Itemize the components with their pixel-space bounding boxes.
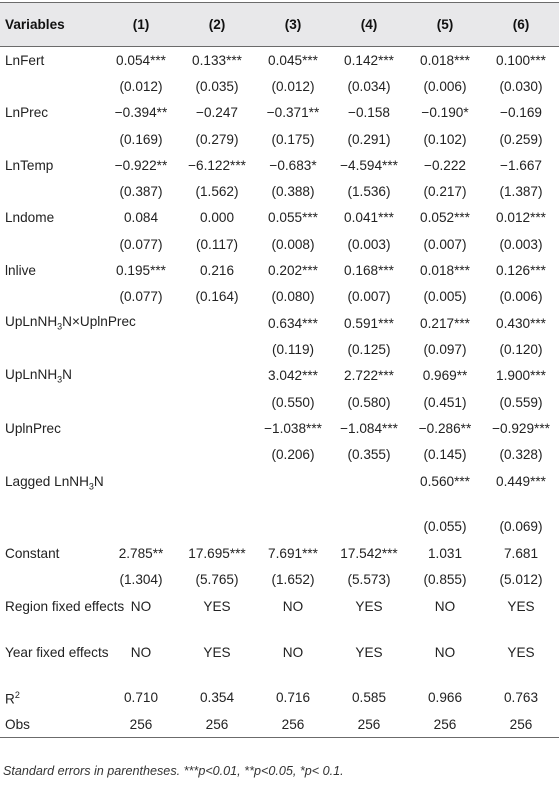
row-label <box>0 178 103 204</box>
table-cell <box>331 468 407 514</box>
table-cell: (0.291) <box>347 131 391 147</box>
regression-table <box>0 2 559 738</box>
table-cell: 7.681 <box>503 545 539 561</box>
row-label: $R^2$ <box>5 689 20 707</box>
table-cell: 0.560*** <box>420 473 470 489</box>
table-cell: NO <box>282 598 304 614</box>
table-cell: 0.045*** <box>268 52 318 68</box>
table-cell: (0.003) <box>499 236 543 252</box>
row-label: lnlive <box>5 263 36 279</box>
table-cell: (0.080) <box>271 289 315 305</box>
table-row-se <box>0 441 559 467</box>
table-cell: 0.716 <box>275 690 311 706</box>
table-cell <box>255 468 331 514</box>
table-cell: (1.536) <box>347 184 391 200</box>
table-cell: (5.573) <box>347 571 391 587</box>
table-cell: 0.168*** <box>344 263 394 279</box>
table-row <box>0 593 559 639</box>
table-cell: −6.122*** <box>188 157 246 173</box>
table-row-se <box>0 514 559 540</box>
table-cell: (0.077) <box>119 236 163 252</box>
table-cell: (0.069) <box>499 519 543 535</box>
table-cell: 0.052*** <box>420 210 470 226</box>
table-cell: −1.038*** <box>264 420 322 436</box>
table-cell: 0.195*** <box>116 263 166 279</box>
row-label: LnTemp <box>5 157 54 173</box>
table-cell: NO <box>130 598 152 614</box>
table-cell: (0.117) <box>195 236 239 252</box>
table-cell: 0.966 <box>427 690 463 706</box>
table-cell <box>179 415 255 441</box>
table-cell: (5.765) <box>195 571 239 587</box>
row-label: LnPrec <box>5 105 49 121</box>
table-cell <box>103 514 179 540</box>
table-cell: (0.030) <box>499 78 543 94</box>
table-cell: 7.691*** <box>268 545 318 561</box>
table-row-se <box>0 73 559 99</box>
table-cell: 256 <box>255 711 331 738</box>
table-row <box>0 257 559 283</box>
table-cell: YES <box>355 598 383 614</box>
table-header-row <box>0 3 559 47</box>
table-cell: (0.259) <box>499 131 543 147</box>
table-cell <box>103 336 179 362</box>
table-cell: (1.304) <box>119 571 163 587</box>
table-cell: −0.169 <box>500 105 542 121</box>
table-cell: −0.286** <box>418 420 472 436</box>
header-cell: (6) <box>483 3 559 47</box>
table-cell: (0.077) <box>119 289 163 305</box>
table-cell: −0.922** <box>114 157 168 173</box>
table-cell: (0.145) <box>423 447 467 463</box>
table-cell: (0.279) <box>195 131 239 147</box>
table-cell: 0.054*** <box>116 52 166 68</box>
table-row <box>0 540 559 566</box>
table-cell <box>179 468 255 514</box>
header-cell: (2) <box>179 3 255 47</box>
header-cell: (1) <box>103 3 179 47</box>
table-row <box>0 47 559 74</box>
row-label: Obs <box>0 711 103 738</box>
table-cell: YES <box>507 598 535 614</box>
table-cell: (1.562) <box>195 184 239 200</box>
table-cell: NO <box>434 644 456 660</box>
table-cell: (0.355) <box>347 447 391 463</box>
table-cell: (0.175) <box>271 131 315 147</box>
table-cell <box>103 363 179 389</box>
table-cell: −1.084*** <box>340 420 398 436</box>
table-cell: 17.695*** <box>188 545 246 561</box>
table-row <box>0 310 559 336</box>
table-cell: 0.354 <box>199 690 235 706</box>
table-body <box>0 47 559 738</box>
table-row <box>0 711 559 738</box>
table-cell: YES <box>355 644 383 660</box>
table-cell: YES <box>203 644 231 660</box>
table-cell: 256 <box>103 711 179 738</box>
row-label: UpLnNH$_3$N <box>5 366 72 385</box>
table-row <box>0 639 559 685</box>
table-cell: (0.164) <box>195 289 239 305</box>
table-cell: (0.003) <box>347 236 391 252</box>
table-cell: (0.012) <box>119 78 163 94</box>
header-cell: (4) <box>331 3 407 47</box>
header-cell: Variables <box>0 3 103 47</box>
table-cell <box>255 514 331 540</box>
row-label: Lagged LnNH$_3$N <box>5 473 104 492</box>
table-row <box>0 415 559 441</box>
row-label: Constant <box>5 545 60 561</box>
row-label: UplnPrec <box>5 420 61 436</box>
table-cell: 0.591*** <box>344 315 394 331</box>
row-label <box>0 336 103 362</box>
row-label: UpLnNH$_3$N×UplnPrec <box>5 314 136 332</box>
table-cell: (0.855) <box>423 571 467 587</box>
table-cell: (0.007) <box>347 289 391 305</box>
table-cell <box>179 336 255 362</box>
table-row-se <box>0 126 559 152</box>
table-cell: 0.142*** <box>344 52 394 68</box>
table-footnote: Standard errors in parentheses. ***p<0.01, **p<0.05, *p< 0.1. <box>3 764 344 778</box>
table-cell: (0.012) <box>271 78 315 94</box>
table-cell: 0.710 <box>123 690 159 706</box>
table-cell: (0.120) <box>499 341 543 357</box>
table-cell: YES <box>203 598 231 614</box>
row-label: LnFert <box>5 52 45 68</box>
table-cell: 0.969** <box>422 368 468 384</box>
table-cell: NO <box>130 644 152 660</box>
table-row-se <box>0 284 559 310</box>
table-row-se <box>0 566 559 592</box>
table-cell: 256 <box>407 711 483 738</box>
table-row-se <box>0 336 559 362</box>
table-cell: 0.126*** <box>496 263 546 279</box>
table-cell: 0.018*** <box>420 263 470 279</box>
table-cell: (0.388) <box>271 184 315 200</box>
table-cell: (0.387) <box>119 184 163 200</box>
table-cell: (0.097) <box>423 341 467 357</box>
table-cell <box>103 441 179 467</box>
row-label <box>0 441 103 467</box>
table-cell: (0.006) <box>423 78 467 94</box>
table-cell <box>331 514 407 540</box>
table-row <box>0 152 559 178</box>
table-cell: (0.451) <box>423 394 467 410</box>
table-cell: (0.035) <box>195 78 239 94</box>
table-cell: 256 <box>483 711 559 738</box>
table-row-se <box>0 231 559 257</box>
table-cell <box>103 415 179 441</box>
table-cell: −0.394** <box>114 105 168 121</box>
table-cell: −0.222 <box>424 157 466 173</box>
table-cell: 0.100*** <box>496 52 546 68</box>
table-cell: (0.055) <box>423 519 467 535</box>
table-cell: (0.217) <box>423 184 467 200</box>
table-row <box>0 100 559 126</box>
table-cell: −0.247 <box>196 105 238 121</box>
table-cell <box>179 441 255 467</box>
table-cell: 3.042*** <box>268 368 318 384</box>
table-cell: YES <box>507 644 535 660</box>
table-row <box>0 685 559 711</box>
table-cell: −1.667 <box>500 157 542 173</box>
table-row <box>0 363 559 389</box>
table-cell: 0.216 <box>199 263 235 279</box>
table-cell: 0.133*** <box>192 52 242 68</box>
row-label <box>0 73 103 99</box>
table-cell: (0.005) <box>423 289 467 305</box>
row-label: Lndome <box>5 210 55 226</box>
table-cell: −0.371** <box>266 105 320 121</box>
table-cell: (5.012) <box>499 571 543 587</box>
table-cell: (0.102) <box>423 131 467 147</box>
header-cell: (3) <box>255 3 331 47</box>
table-cell <box>179 514 255 540</box>
row-label: Region fixed effects <box>5 598 125 614</box>
table-cell <box>103 389 179 415</box>
table-cell: −0.929*** <box>492 420 550 436</box>
header-cell: (5) <box>407 3 483 47</box>
table-cell: (0.007) <box>423 236 467 252</box>
table-cell: 0.585 <box>351 690 387 706</box>
table-cell: (0.119) <box>271 341 315 357</box>
table-row-se <box>0 389 559 415</box>
table-cell: −0.190* <box>421 105 469 121</box>
table-cell: 0.763 <box>503 690 539 706</box>
table-cell: 2.722*** <box>344 368 394 384</box>
table-cell: (0.328) <box>499 447 543 463</box>
table-cell <box>179 363 255 389</box>
table-cell: −0.683* <box>269 157 317 173</box>
table-cell: 17.542*** <box>340 545 398 561</box>
table-cell: −4.594*** <box>340 157 398 173</box>
table-cell: 0.055*** <box>268 210 318 226</box>
table-cell: 0.084 <box>123 210 159 226</box>
table-cell <box>179 389 255 415</box>
row-label <box>0 126 103 152</box>
table-cell: 0.634*** <box>268 315 318 331</box>
table-cell: 2.785** <box>118 545 164 561</box>
table-cell: (1.652) <box>271 571 315 587</box>
row-label <box>0 514 103 540</box>
table-cell: 0.041*** <box>344 210 394 226</box>
table-cell: (0.550) <box>271 394 315 410</box>
table-cell: (0.559) <box>499 394 543 410</box>
table-row <box>0 205 559 231</box>
table-cell: 0.012*** <box>496 210 546 226</box>
table-cell: NO <box>282 644 304 660</box>
table-cell: 0.430*** <box>496 315 546 331</box>
row-label <box>0 231 103 257</box>
table-cell: 256 <box>331 711 407 738</box>
table-cell: 0.000 <box>199 210 235 226</box>
table-cell: (0.125) <box>347 341 391 357</box>
row-label <box>0 566 103 592</box>
table-cell: (0.580) <box>347 394 391 410</box>
table-cell: 0.449*** <box>496 473 546 489</box>
table-cell: (1.387) <box>499 184 543 200</box>
table-cell <box>103 468 179 514</box>
row-label <box>0 284 103 310</box>
table-cell: (0.034) <box>347 78 391 94</box>
table-cell <box>179 310 255 336</box>
table-cell: 0.202*** <box>268 263 318 279</box>
table-row <box>0 468 559 514</box>
row-label <box>0 389 103 415</box>
row-label: Year fixed effects <box>5 644 109 660</box>
table-cell: 256 <box>179 711 255 738</box>
table-cell: −0.158 <box>348 105 390 121</box>
table-cell: NO <box>434 598 456 614</box>
table-cell: (0.006) <box>499 289 543 305</box>
table-cell: (0.008) <box>271 236 315 252</box>
table-cell: (0.169) <box>119 131 163 147</box>
table-cell: 0.217*** <box>420 315 470 331</box>
table-cell: 1.900*** <box>496 368 546 384</box>
table-cell: 1.031 <box>427 545 463 561</box>
table-cell: 0.018*** <box>420 52 470 68</box>
table-row-se <box>0 178 559 204</box>
table-cell: (0.206) <box>271 447 315 463</box>
